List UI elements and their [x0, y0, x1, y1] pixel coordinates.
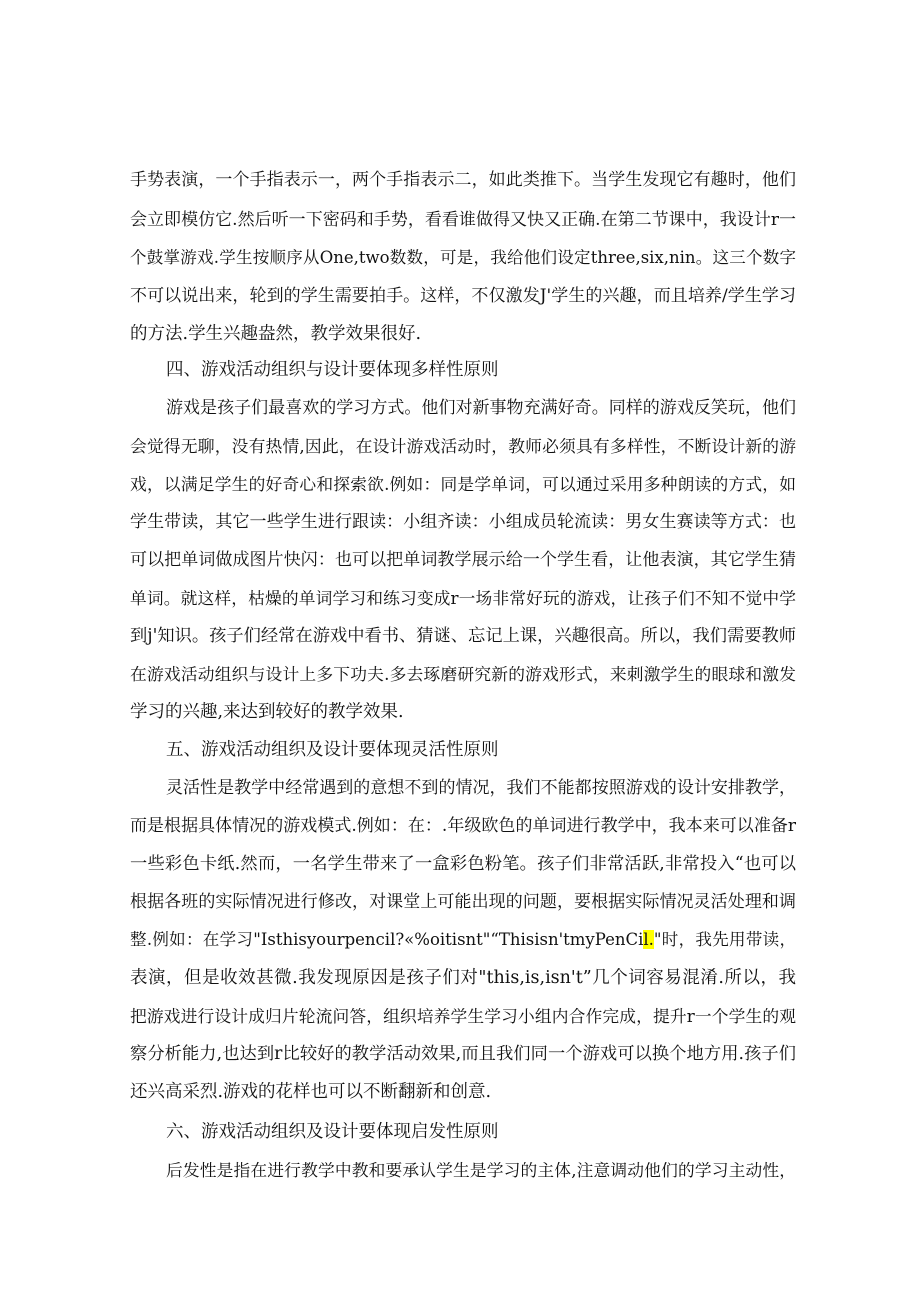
- highlighted-text: l.: [643, 930, 654, 949]
- text-line: 学习的兴趣,来达到较好的教学效果.: [130, 702, 404, 722]
- text-line: 个鼓掌游戏.学生按顺序从One,two数数，可是，我给他们设定three,six,nin。这三个数字: [130, 248, 796, 267]
- text-line: 不可以说出来，轮到的学生需要拍手。这样，不仅激发J'学生的兴趣，而且培养/学生学习: [130, 286, 796, 306]
- text-line: 戏，以满足学生的好奇心和探索欲.例如：同是学单词，可以通过采用多种朗读的方式，如: [130, 474, 796, 494]
- text-line: 表演，但是收效甚微.我发现原因是孩子们对"this,is,isn't”几个词容易混淆.所以，我: [130, 968, 796, 988]
- text-line: 会立即模仿它.然后听一下密码和手势，看看谁做得又快又正确.在第二节课中，我设计r一: [130, 210, 796, 230]
- text-line: 把游戏进行设计成归片轮流问答，组织培养学生学习小组内合作完成，提升r一个学生的观: [130, 1006, 796, 1026]
- text-line: 游戏是孩子们最喜欢的学习方式。他们对新事物充满好奇。同样的游戏反笑玩，他们: [166, 398, 796, 418]
- text-line: 在游戏活动组织与设计上多下功夫.多去琢磨研究新的游戏形式，来刺激学生的眼球和激发: [130, 664, 796, 684]
- section-heading: 五、游戏活动组织及设计要体现灵活性原则: [166, 740, 499, 760]
- text-line: 单词。就这样，枯燥的单词学习和练习变成r一场非常好玩的游戏，让孩子们不知不觉中学: [130, 588, 796, 608]
- text-line: 学生带读，其它一些学生进行跟读：小组齐读：小组成员轮流读：男女生赛读等方式：也: [130, 512, 796, 532]
- text-line: 灵活性是教学中经常遇到的意想不到的情况，我们不能都按照游戏的设计安排教学，: [166, 778, 796, 798]
- text-line: 察分析能力,也达到r比较好的教学活动效果,而且我们同一个游戏可以换个地方用.孩子们: [130, 1044, 796, 1064]
- text-line: 的方法.学生兴趣盎然，教学效果很好.: [130, 324, 422, 344]
- text-line: 到j'知识。孩子们经常在游戏中看书、猜谜、忘记上课，兴趣很高。所以，我们需要教师: [130, 626, 796, 646]
- text-line: 根据各班的实际情况进行修改，对课堂上可能出现的问题，要根据实际情况灵活处理和调: [130, 892, 796, 912]
- text-line: 可以把单词做成图片快闪：也可以把单词教学展示给一个学生看，让他表演，其它学生猜: [130, 550, 796, 570]
- text-line: 手势表演，一个手指表示一，两个手指表示二，如此类推下。当学生发现它有趣时，他们: [130, 170, 796, 190]
- text-line: 后发性是指在进行教学中教和要承认学生是学习的主体,注意调动他们的学习主动性，: [166, 1160, 796, 1180]
- text-segment: 整.例如：在学习"Isthisyourpencil?«%oitisnt"“Thisisn'tmyPenCi: [130, 930, 644, 949]
- text-line: [130, 928, 796, 952]
- section-heading: 四、游戏活动组织与设计要体现多样性原则: [166, 360, 499, 380]
- text-line: 一些彩色卡纸.然而，一名学生带来了一盒彩色粉笔。孩子们非常活跃,非常投入“也可以: [130, 854, 796, 874]
- text-line: 还兴高采烈.游戏的花样也可以不断翻新和创意.: [130, 1082, 492, 1102]
- text-segment: "时，我先用带读，: [653, 930, 796, 949]
- text-line: 而是根据具体情况的游戏模式.例如：在：.年级欧色的单词进行教学中，我本来可以准备r: [130, 816, 796, 836]
- text-line: 会觉得无聊，没有热情,因此，在设计游戏活动时，教师必须具有多样性，不断设计新的游: [130, 436, 796, 456]
- section-heading: 六、游戏活动组织及设计要体现启发性原则: [166, 1122, 499, 1142]
